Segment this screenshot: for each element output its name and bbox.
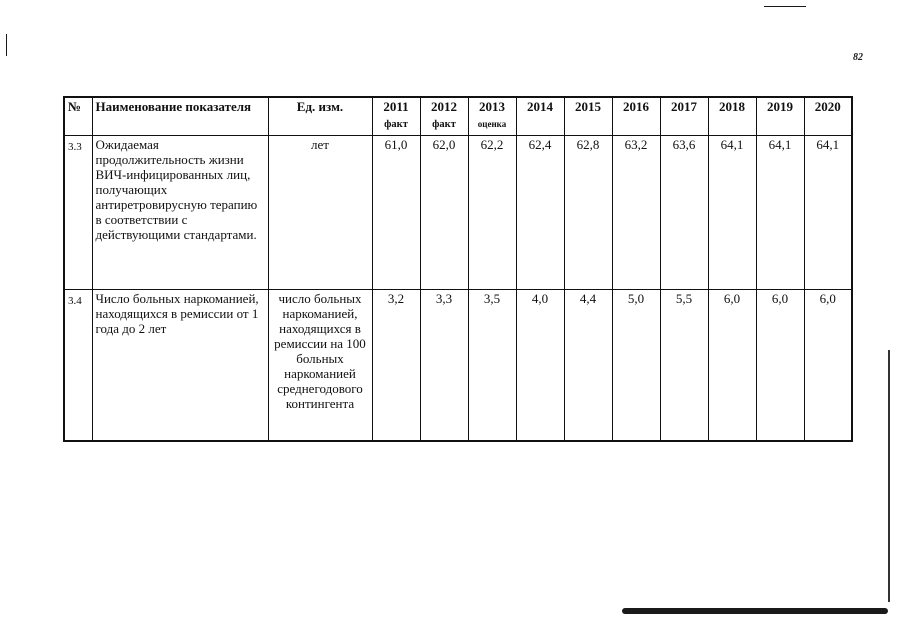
- row-unit: число больных наркоманией, находящихся в ремиссии на 100 больных наркоманией среднегодового контингента: [268, 289, 372, 441]
- row-value: 61,0: [372, 135, 420, 289]
- row-value: 5,0: [612, 289, 660, 441]
- header-num: №: [64, 97, 92, 135]
- header-year: 2012 факт: [420, 97, 468, 135]
- table-row: [64, 289, 852, 441]
- header-year: 2018: [708, 97, 756, 135]
- scan-mark-bottom: [622, 608, 888, 614]
- row-name: Ожидаемая продолжительность жизни ВИЧ-инфицированных лиц, получающих антиретровирусную терапию в соответствии с действующими стандартами.: [92, 135, 268, 289]
- row-value: 4,0: [516, 289, 564, 441]
- row-value: 3,2: [372, 289, 420, 441]
- row-value: 63,2: [612, 135, 660, 289]
- row-value: 62,2: [468, 135, 516, 289]
- row-value: 64,1: [756, 135, 804, 289]
- header-year: 2015: [564, 97, 612, 135]
- scan-mark-left: [6, 34, 7, 56]
- row-unit: лет: [268, 135, 372, 289]
- indicators-table: [63, 96, 853, 442]
- row-num: 3.3: [64, 135, 92, 289]
- header-year: 2019: [756, 97, 804, 135]
- row-value: 6,0: [708, 289, 756, 441]
- row-value: 62,8: [564, 135, 612, 289]
- page-number: 82: [853, 52, 863, 63]
- row-value: 3,5: [468, 289, 516, 441]
- row-value: 3,3: [420, 289, 468, 441]
- header-unit: Ед. изм.: [268, 97, 372, 135]
- row-name: Число больных наркоманией, находящихся в ремиссии от 1 года до 2 лет: [92, 289, 268, 441]
- row-value: 4,4: [564, 289, 612, 441]
- row-value: 6,0: [756, 289, 804, 441]
- header-name: Наименование показателя: [92, 97, 268, 135]
- row-value: 6,0: [804, 289, 852, 441]
- header-year: 2020: [804, 97, 852, 135]
- scan-mark-right: [888, 350, 890, 602]
- row-value: 64,1: [708, 135, 756, 289]
- row-value: 64,1: [804, 135, 852, 289]
- header-year: 2013 оценка: [468, 97, 516, 135]
- table-row: [64, 135, 852, 289]
- row-value: 63,6: [660, 135, 708, 289]
- row-value: 5,5: [660, 289, 708, 441]
- row-num: 3.4: [64, 289, 92, 441]
- row-value: 62,0: [420, 135, 468, 289]
- row-value: 62,4: [516, 135, 564, 289]
- header-row: [64, 97, 852, 135]
- header-year: 2017: [660, 97, 708, 135]
- header-year: 2011 факт: [372, 97, 420, 135]
- header-year: 2016: [612, 97, 660, 135]
- header-year: 2014: [516, 97, 564, 135]
- scan-mark-top: [764, 6, 806, 7]
